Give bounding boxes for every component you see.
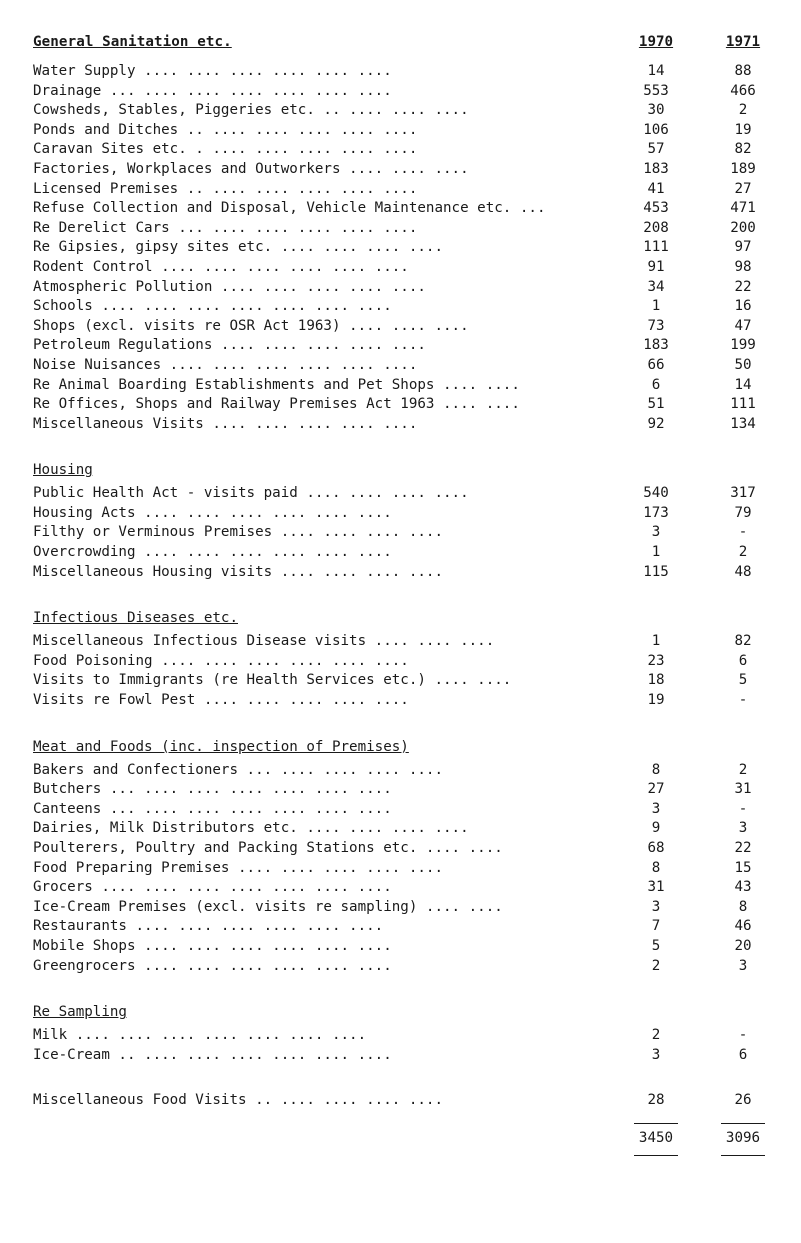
table-row — [33, 376, 773, 396]
totals-row — [33, 1121, 773, 1161]
value-1970: 5 — [651, 937, 661, 954]
value-1970: 27 — [647, 781, 665, 798]
value-1970: 19 — [647, 692, 665, 709]
value-1971: 200 — [730, 219, 756, 236]
value-1971: 79 — [734, 504, 752, 521]
row-label: Drainage ... .... .... .... .... .... .... — [33, 82, 392, 99]
value-1971: 20 — [734, 937, 752, 954]
value-1971: 27 — [734, 180, 752, 197]
value-1971: 5 — [738, 672, 748, 689]
value-1971: 46 — [734, 918, 752, 935]
general-sanitation-list — [33, 62, 773, 434]
table-row — [33, 278, 773, 298]
row-label: Miscellaneous Food Visits .. .... .... .... .... — [33, 1092, 443, 1109]
meat-foods-section — [33, 737, 773, 977]
row-label: Canteens ... .... .... .... .... .... .... — [33, 800, 392, 817]
table-row — [33, 504, 773, 524]
table-row — [33, 199, 773, 219]
meat-foods-list — [33, 761, 773, 977]
row-label: Visits re Fowl Pest .... .... .... .... .... — [33, 692, 409, 709]
value-1970: 453 — [643, 200, 669, 217]
sanitation-report — [33, 34, 773, 1161]
value-1971: 47 — [734, 317, 752, 334]
table-row — [33, 780, 773, 800]
value-1971: 2 — [738, 102, 748, 119]
row-label: Food Poisoning .... .... .... .... .... .... — [33, 652, 409, 669]
table-row — [33, 297, 773, 317]
table-row — [33, 957, 773, 977]
table-row — [33, 652, 773, 672]
row-label: Bakers and Confectioners ... .... .... .... .... — [33, 761, 443, 778]
value-1971: 22 — [734, 840, 752, 856]
value-1970: 1 — [651, 544, 661, 561]
table-row — [33, 543, 773, 563]
table-row — [33, 917, 773, 937]
value-1971: 22 — [734, 278, 752, 295]
value-1971: 48 — [734, 563, 752, 580]
value-1971: 111 — [730, 396, 756, 413]
table-row — [33, 800, 773, 820]
table-row — [33, 395, 773, 415]
table-row — [33, 160, 773, 180]
value-1970: 9 — [651, 820, 661, 837]
sampling-section — [33, 1002, 773, 1065]
table-row — [33, 819, 773, 839]
row-label: Re Derelict Cars ... .... .... .... .... .... — [33, 219, 418, 236]
row-label: Restaurants .... .... .... .... .... .... — [33, 918, 384, 935]
table-row — [33, 62, 773, 82]
row-label: Re Animal Boarding Establishments and Pet Shops .... .... — [33, 376, 520, 393]
table-row — [33, 484, 773, 504]
value-1970: 18 — [647, 672, 665, 689]
table-row — [33, 317, 773, 337]
row-label: Miscellaneous Housing visits .... .... .... .... — [33, 563, 443, 580]
value-1971: 317 — [730, 485, 756, 502]
value-1970: 14 — [647, 63, 665, 79]
row-label: Filthy or Verminous Premises .... .... .... .... — [33, 524, 443, 541]
value-1970: 173 — [643, 504, 669, 521]
value-1971: 14 — [734, 376, 752, 393]
row-label: Water Supply .... .... .... .... .... .... — [33, 63, 392, 79]
row-label: Grocers .... .... .... .... .... .... .... — [33, 879, 392, 896]
value-1971: 2 — [738, 761, 748, 778]
sampling-list — [33, 1026, 773, 1065]
value-1971: 189 — [730, 160, 756, 177]
table-row — [33, 691, 773, 711]
table-row — [33, 1026, 773, 1046]
section-title-meat-foods: Meat and Foods (inc. inspection of Premises) — [33, 738, 409, 755]
table-row — [33, 632, 773, 652]
value-1970: 8 — [651, 859, 661, 876]
value-1970: 73 — [647, 317, 665, 334]
row-label: Visits to Immigrants (re Health Services etc.) .... .... — [33, 672, 512, 689]
value-1971: 8 — [738, 898, 748, 915]
value-1971: 134 — [730, 415, 756, 432]
value-1971: 3 — [738, 820, 748, 837]
row-label: Factories, Workplaces and Outworkers .... .... .... — [33, 160, 469, 177]
value-1971: 6 — [738, 1046, 748, 1063]
page-title: General Sanitation etc. — [33, 34, 232, 50]
section-title-sampling: Re Sampling — [33, 1004, 127, 1021]
table-row — [33, 121, 773, 141]
table-row — [33, 1046, 773, 1066]
total-rule-top-1971 — [721, 1123, 765, 1124]
row-label: Ponds and Ditches .. .... .... .... .... .... — [33, 121, 418, 138]
row-label: Ice-Cream Premises (excl. visits re sampling) .... .... — [33, 898, 503, 915]
value-1970: 2 — [651, 957, 661, 974]
row-label: Poulterers, Poultry and Packing Stations etc. .... .... — [33, 840, 503, 856]
row-label: Noise Nuisances .... .... .... .... .... .... — [33, 356, 418, 373]
value-1970: 540 — [643, 485, 669, 502]
value-1971: 3 — [738, 957, 748, 974]
value-1970: 208 — [643, 219, 669, 236]
infectious-section — [33, 608, 773, 710]
value-1971: 31 — [734, 781, 752, 798]
table-row — [33, 238, 773, 258]
value-1970: 1 — [651, 633, 661, 650]
value-1970: 91 — [647, 258, 665, 275]
value-1970: 34 — [647, 278, 665, 295]
row-label: Re Offices, Shops and Railway Premises Act 1963 .... .... — [33, 396, 520, 413]
housing-list — [33, 484, 773, 582]
value-1970: 183 — [643, 337, 669, 354]
value-1971: 466 — [730, 82, 756, 99]
table-row — [33, 761, 773, 781]
row-label: Cowsheds, Stables, Piggeries etc. .. .... .... .... — [33, 102, 469, 119]
table-row — [33, 878, 773, 898]
value-1971: 471 — [730, 200, 756, 217]
row-label: Re Gipsies, gipsy sites etc. .... .... .... .... — [33, 239, 443, 256]
table-row — [33, 336, 773, 356]
value-1971: 82 — [734, 633, 752, 650]
value-1970: 8 — [651, 761, 661, 778]
value-1971: 26 — [734, 1092, 752, 1109]
total-rule-bottom-1971 — [721, 1155, 765, 1156]
column-header-1971: 1971 — [725, 34, 761, 50]
value-1970: 6 — [651, 376, 661, 393]
row-label: Housing Acts .... .... .... .... .... .... — [33, 504, 392, 521]
value-1971: 2 — [738, 544, 748, 561]
table-row — [33, 140, 773, 160]
section-title-housing: Housing — [33, 462, 93, 479]
row-label: Mobile Shops .... .... .... .... .... .... — [33, 937, 392, 954]
table-row — [33, 219, 773, 239]
housing-section — [33, 460, 773, 582]
table-row — [33, 356, 773, 376]
table-row — [33, 415, 773, 435]
value-1970: 7 — [651, 918, 661, 935]
value-1971: - — [738, 692, 748, 709]
value-1970: 183 — [643, 160, 669, 177]
report-header — [33, 34, 773, 62]
value-1971: 50 — [734, 356, 752, 373]
value-1970: 31 — [647, 879, 665, 896]
value-1970: 66 — [647, 356, 665, 373]
row-label: Milk .... .... .... .... .... .... .... — [33, 1027, 367, 1044]
total-1970: 3450 — [638, 1129, 674, 1146]
row-label: Refuse Collection and Disposal, Vehicle Maintenance etc. ... — [33, 200, 546, 217]
table-row — [33, 523, 773, 543]
row-label: Ice-Cream .. .... .... .... .... .... .... — [33, 1046, 392, 1063]
table-row — [33, 180, 773, 200]
row-label: Schools .... .... .... .... .... .... .... — [33, 298, 392, 315]
value-1970: 115 — [643, 563, 669, 580]
row-label: Licensed Premises .. .... .... .... .... .... — [33, 180, 418, 197]
row-label: Rodent Control .... .... .... .... .... .... — [33, 258, 409, 275]
value-1970: 57 — [647, 141, 665, 158]
total-1971: 3096 — [725, 1129, 761, 1146]
table-row — [33, 859, 773, 879]
table-row — [33, 898, 773, 918]
value-1970: 111 — [643, 239, 669, 256]
row-label: Atmospheric Pollution .... .... .... .... .... — [33, 278, 426, 295]
value-1970: 41 — [647, 180, 665, 197]
value-1970: 3 — [651, 898, 661, 915]
row-label: Food Preparing Premises .... .... .... .... .... — [33, 859, 443, 876]
value-1970: 28 — [647, 1092, 665, 1109]
table-row — [33, 101, 773, 121]
table-row — [33, 937, 773, 957]
value-1971: 98 — [734, 258, 752, 275]
row-label: Shops (excl. visits re OSR Act 1963) .... .... .... — [33, 317, 469, 334]
value-1970: 30 — [647, 102, 665, 119]
value-1971: 43 — [734, 879, 752, 896]
row-label: Greengrocers .... .... .... .... .... .... — [33, 957, 392, 974]
row-label: Butchers ... .... .... .... .... .... .... — [33, 781, 392, 798]
value-1970: 1 — [651, 298, 661, 315]
value-1970: 2 — [651, 1027, 661, 1044]
table-row — [33, 563, 773, 583]
value-1971: 88 — [734, 63, 752, 79]
row-label: Overcrowding .... .... .... .... .... .... — [33, 544, 392, 561]
table-row — [33, 1091, 773, 1111]
value-1971: 15 — [734, 859, 752, 876]
value-1970: 106 — [643, 121, 669, 138]
value-1971: 19 — [734, 121, 752, 138]
row-label: Dairies, Milk Distributors etc. .... .... .... .... — [33, 820, 469, 837]
value-1970: 23 — [647, 652, 665, 669]
value-1970: 68 — [647, 840, 665, 856]
value-1971: - — [738, 800, 748, 817]
table-row — [33, 839, 773, 859]
section-title-infectious: Infectious Diseases etc. — [33, 610, 238, 627]
infectious-list — [33, 632, 773, 710]
value-1970: 3 — [651, 800, 661, 817]
value-1971: 82 — [734, 141, 752, 158]
total-rule-top-1970 — [634, 1123, 678, 1124]
value-1970: 92 — [647, 415, 665, 432]
value-1970: 3 — [651, 1046, 661, 1063]
value-1970: 51 — [647, 396, 665, 413]
row-label: Miscellaneous Infectious Disease visits .... .... .... — [33, 633, 495, 650]
table-row — [33, 258, 773, 278]
value-1971: 97 — [734, 239, 752, 256]
value-1971: - — [738, 1027, 748, 1044]
column-header-1970: 1970 — [638, 34, 674, 50]
row-label: Petroleum Regulations .... .... .... .... .... — [33, 337, 426, 354]
value-1970: 3 — [651, 524, 661, 541]
row-label: Miscellaneous Visits .... .... .... .... .... — [33, 415, 418, 432]
value-1970: 553 — [643, 82, 669, 99]
table-row — [33, 671, 773, 691]
value-1971: 6 — [738, 652, 748, 669]
value-1971: 16 — [734, 298, 752, 315]
value-1971: 199 — [730, 337, 756, 354]
misc-food-section — [33, 1091, 773, 1111]
total-rule-bottom-1970 — [634, 1155, 678, 1156]
table-row — [33, 82, 773, 102]
row-label: Public Health Act - visits paid .... .... .... .... — [33, 485, 469, 502]
value-1971: - — [738, 524, 748, 541]
row-label: Caravan Sites etc. . .... .... .... .... .... — [33, 141, 418, 158]
